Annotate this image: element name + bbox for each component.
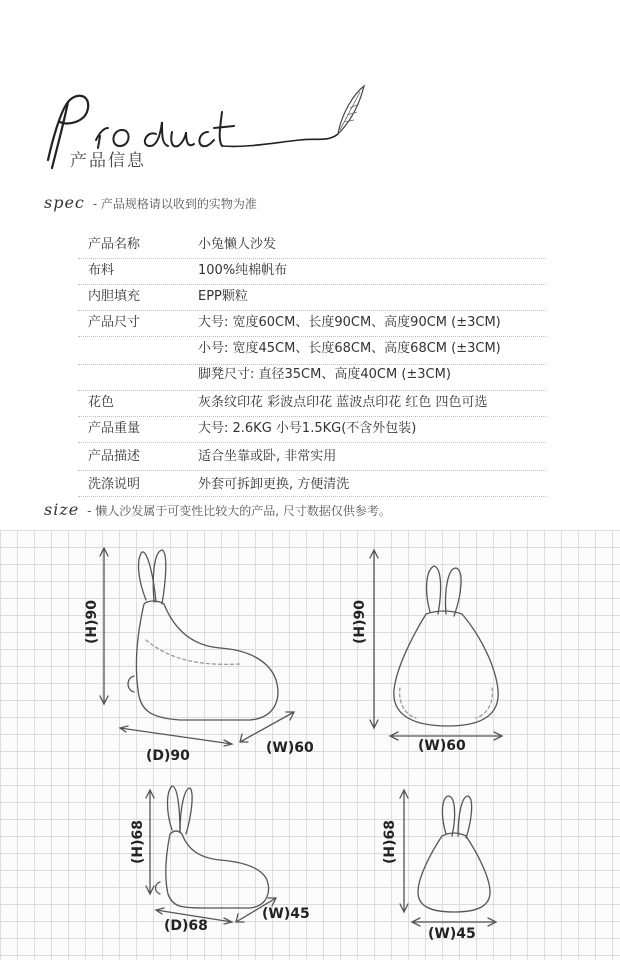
row-divider <box>78 364 546 365</box>
small-side-view <box>146 786 276 924</box>
spec-key: 产品重量 <box>88 421 141 436</box>
spec-value: 脚凳尺寸: 直径35CM、高度40CM (±3CM) <box>198 367 451 382</box>
spec-key: 花色 <box>88 395 115 410</box>
row-divider <box>78 442 546 443</box>
spec-value: 大号: 宽度60CM、长度90CM、高度90CM (±3CM) <box>198 315 501 330</box>
row-divider <box>78 336 546 337</box>
spec-key: 产品名称 <box>88 237 141 252</box>
spec-value: 100%纯棉帆布 <box>198 263 288 278</box>
spec-value: 灰条纹印花 彩波点印花 蓝波点印花 红色 四色可选 <box>198 395 488 410</box>
large-front-view <box>370 550 502 740</box>
spec-key: 洗涤说明 <box>88 477 141 492</box>
spec-value: 适合坐靠或卧, 非常实用 <box>198 449 337 464</box>
size-note <box>44 500 391 519</box>
spec-row-name <box>78 232 546 258</box>
small-side-depth-label: (D)68 <box>164 918 208 934</box>
spec-row-size <box>78 310 546 390</box>
row-divider <box>78 496 546 497</box>
size-diagram-grid <box>0 530 620 960</box>
spec-value: 大号: 2.6KG 小号1.5KG(不含外包装) <box>198 421 417 436</box>
spec-note <box>44 193 257 212</box>
small-front-view <box>400 790 496 926</box>
spec-row-filling <box>78 284 546 310</box>
size-tag: size <box>44 500 80 519</box>
spec-tag: spec <box>44 193 85 212</box>
spec-row-color <box>78 390 546 416</box>
spec-key: 产品描述 <box>88 449 141 464</box>
spec-row-washing <box>78 472 546 498</box>
spec-row-weight <box>78 416 546 442</box>
large-front-height-label: (H)90 <box>352 600 368 644</box>
spec-value: 小兔懒人沙发 <box>198 237 277 252</box>
spec-key: 布料 <box>88 263 115 278</box>
spec-row-fabric <box>78 258 546 284</box>
small-side-width-label: (W)45 <box>262 906 310 922</box>
spec-note-text: - 产品规格请以收到的实物为准 <box>92 197 257 211</box>
spec-key: 产品尺寸 <box>88 315 141 330</box>
spec-key: 内胆填充 <box>88 289 141 304</box>
large-side-depth-label: (D)90 <box>146 748 190 764</box>
small-front-height-label: (H)68 <box>382 820 398 864</box>
spec-value: 外套可拆卸更换, 方便清洗 <box>198 477 350 492</box>
size-note-text: - 懒人沙发属于可变性比较大的产品, 尺寸数据仅供参考。 <box>87 504 391 518</box>
large-side-height-label: (H)90 <box>84 600 100 644</box>
spec-value: EPP颗粒 <box>198 289 248 304</box>
large-side-width-label: (W)60 <box>266 740 314 756</box>
small-front-width-label: (W)45 <box>428 926 476 942</box>
spec-value: 小号: 宽度45CM、长度68CM、高度68CM (±3CM) <box>198 341 501 356</box>
product-info-title: 产品信息 <box>70 151 146 171</box>
spec-row-description <box>78 444 546 470</box>
small-side-height-label: (H)68 <box>130 820 146 864</box>
large-side-view <box>100 548 294 746</box>
row-divider <box>78 470 546 471</box>
large-front-width-label: (W)60 <box>418 738 466 754</box>
